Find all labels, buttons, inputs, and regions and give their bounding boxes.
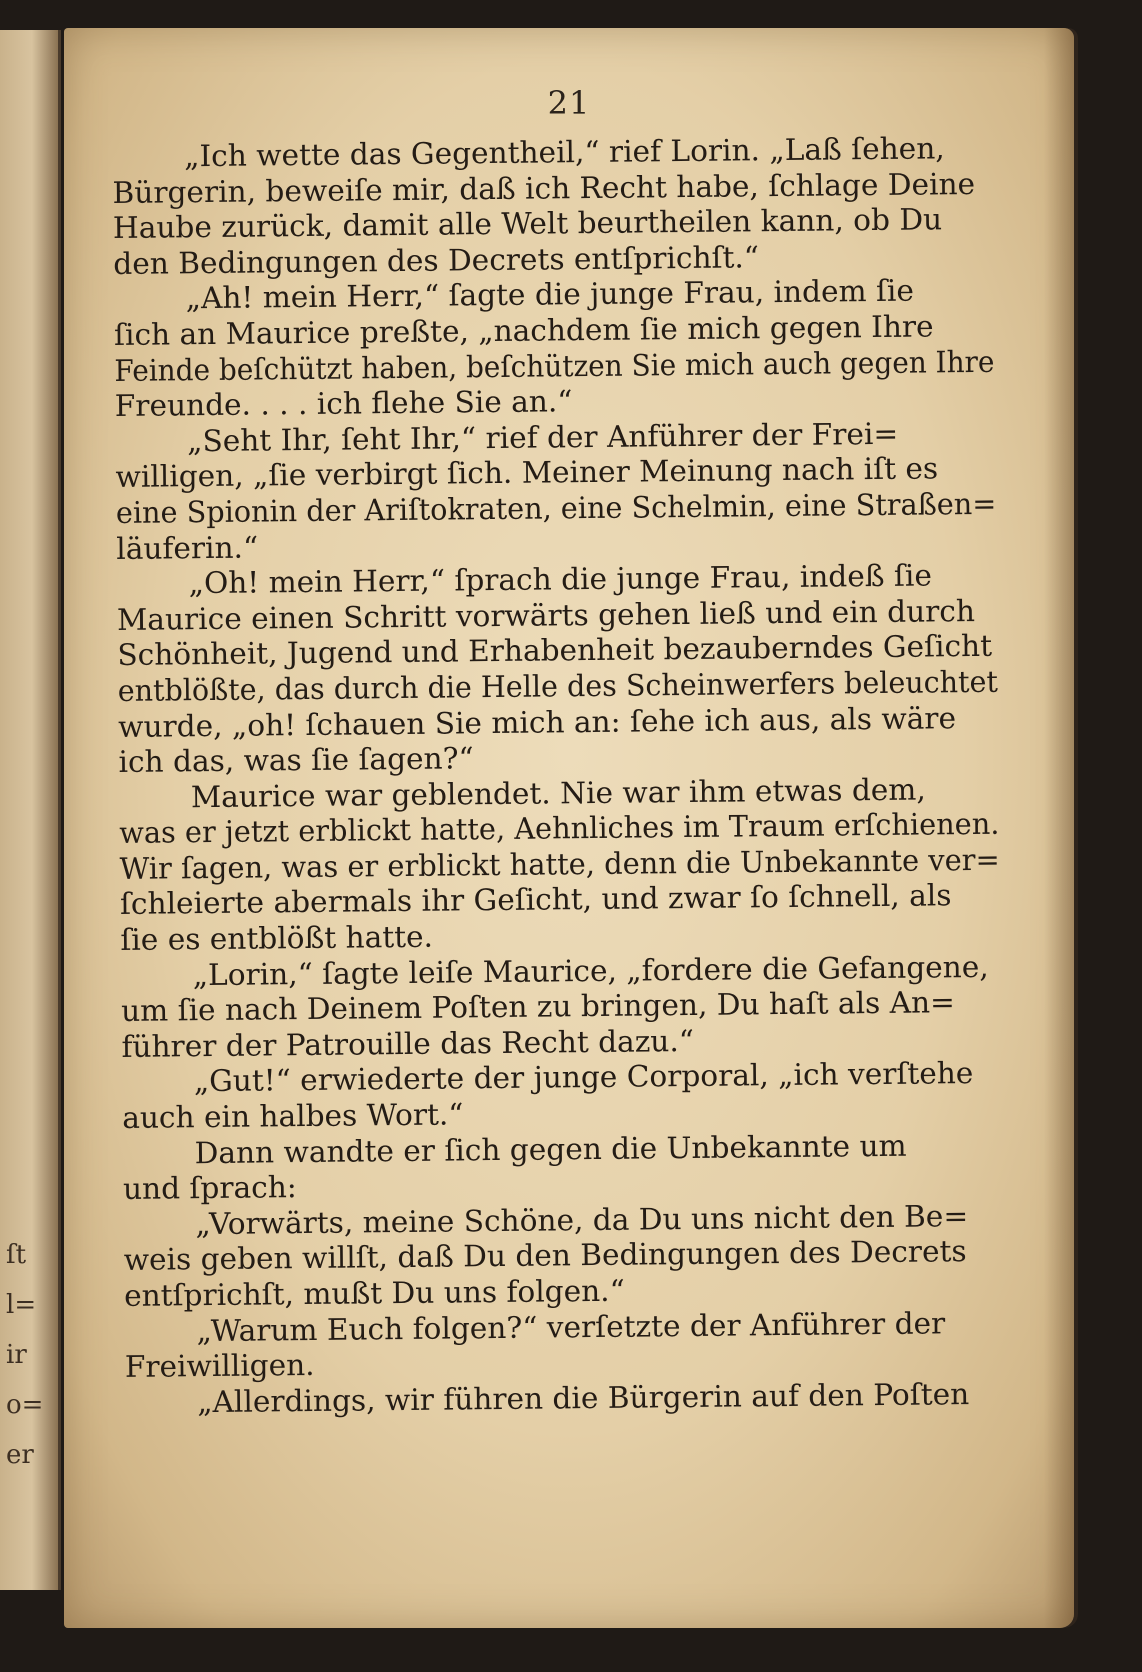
left-margin-fragment: ſt <box>6 1240 27 1270</box>
text-line: Schönheit, Jugend und Erhabenheit bezauberndes Geſicht <box>117 629 993 673</box>
page-number: 21 <box>547 84 591 122</box>
text-line: Freiwilligen. <box>124 1348 315 1385</box>
text-line: Feinde beſchützt haben, beſchützen Sie mich auch gegen Ihre <box>114 344 995 388</box>
left-page-margin-text <box>6 1230 46 1480</box>
text-line: Dann wandte er ſich gegen die Unbekannte um <box>194 1128 907 1170</box>
text-line: entſprichſt, mußt Du uns folgen.“ <box>123 1273 625 1313</box>
text-line: um ſie nach Deinem Poſten zu bringen, Du haſt als An= <box>120 985 956 1029</box>
text-line: und ſprach: <box>122 1170 297 1207</box>
text-line: was er jetzt erblickt hatte, Aehnliches im Traum erſchienen. <box>119 807 1000 851</box>
text-line: Haube zurück, damit alle Welt beurtheilen kann, ob Du <box>112 202 943 246</box>
text-line: „Gut!“ erwiederte der junge Corporal, „ich verſtehe <box>193 1056 974 1099</box>
text-line: „Allerdings, wir führen die Bürgerin auf den Poſten <box>197 1376 970 1419</box>
text-line: wurde, „oh! ſchauen Sie mich an: ſehe ich aus, als wäre <box>117 700 957 744</box>
left-page-edge <box>0 30 61 1590</box>
text-line: ich das, was ſie ſagen?“ <box>118 741 474 780</box>
text-line: „Warum Euch folgen?“ verſetzte der Anführer der <box>196 1305 946 1348</box>
text-line: läuferin.“ <box>116 530 259 566</box>
text-line: auch ein halbes Wort.“ <box>122 1097 464 1135</box>
left-margin-fragment: o= <box>6 1390 44 1420</box>
text-line: „Oh! mein Herr,“ ſprach die junge Frau, indeß ſie <box>188 558 933 601</box>
text-line: ſchleierte abermals ihr Geſicht, und zwar ſo ſchnell, als <box>119 878 952 922</box>
text-line: willigen, „ſie verbirgt ſich. Meiner Meinung nach iſt es <box>115 451 939 495</box>
left-margin-fragment: er <box>6 1440 34 1470</box>
text-line: „Vorwärts, meine Schöne, da Du uns nicht den Be= <box>195 1198 969 1241</box>
text-line: ſie es entblößt hatte. <box>120 919 434 958</box>
left-margin-fragment: ir <box>6 1340 27 1370</box>
text-line: „Ich wette das Gegentheil,“ rief Lorin. „Laß ſehen, <box>183 131 945 174</box>
text-line: eine Spionin der Ariſtokraten, eine Schelmin, eine Straßen= <box>115 486 997 530</box>
text-line: Maurice war geblendet. Nie war ihm etwas dem, <box>190 772 926 814</box>
page-edge-shadow <box>1044 28 1074 1628</box>
text-line: entblößte, das durch die Helle des Scheinwerfers beleuchtet <box>117 664 999 708</box>
text-line: „Lorin,“ ſagte leiſe Maurice, „fordere die Gefangene, <box>192 949 989 992</box>
page-body-text <box>112 131 1005 1422</box>
left-margin-fragment: l= <box>6 1290 37 1320</box>
text-line: den Bedingungen des Decrets entſprichſt.“ <box>113 240 760 281</box>
text-line: Wir ſagen, was er erblickt hatte, denn die Unbekannte ver= <box>119 842 1000 886</box>
text-line: Bürgerin, beweiſe mir, daß ich Recht habe, ſchlage Deine <box>112 166 976 210</box>
text-line: führer der Patrouille das Recht dazu.“ <box>121 1023 695 1064</box>
book-page <box>64 28 1074 1628</box>
text-line: Freunde. . . . ich flehe Sie an.“ <box>114 384 573 424</box>
text-line: Maurice einen Schritt vorwärts gehen ließ und ein durch <box>116 593 976 637</box>
text-line: ſich an Maurice preßte, „nachdem ſie mich gegen Ihre <box>113 309 934 352</box>
text-line: weis geben willſt, daß Du den Bedingungen des Decrets <box>123 1234 967 1278</box>
text-line: „Ah! mein Herr,“ ſagte die junge Frau, indem ſie <box>185 273 915 316</box>
text-line: „Seht Ihr, ſeht Ihr,“ rief der Anführer der Frei= <box>186 416 899 458</box>
